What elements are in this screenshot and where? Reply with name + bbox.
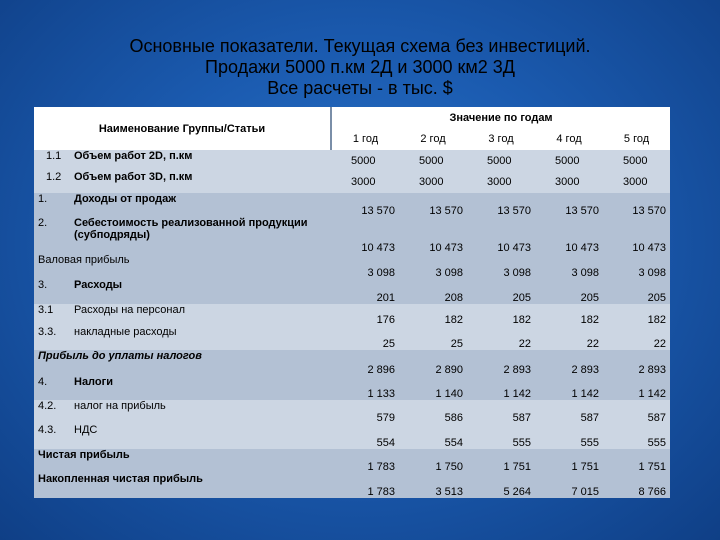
value-cell: 201 <box>331 279 399 304</box>
row-code: 4.3. <box>34 424 70 449</box>
value-cell: 2 890 <box>399 350 467 376</box>
value-cell: 13 570 <box>399 193 467 217</box>
row-code: 1.1 <box>34 150 70 171</box>
value-cell: 10 473 <box>467 217 535 254</box>
value-cell: 5000 <box>467 150 535 171</box>
value-cell: 10 473 <box>603 217 670 254</box>
table-row <box>34 376 670 400</box>
year-header: 2 год <box>420 133 446 145</box>
indicators-table <box>34 107 670 498</box>
title-line-3: Все расчеты - в тыс. $ <box>267 78 453 98</box>
values-group-header: Значение по годам <box>449 111 553 124</box>
value-cell: 10 473 <box>399 217 467 254</box>
value-cell: 3 098 <box>535 254 603 279</box>
value-cell: 7 015 <box>535 473 603 498</box>
value-cell: 205 <box>535 279 603 304</box>
value-cell: 1 142 <box>467 376 535 400</box>
value-cell: 8 766 <box>603 473 670 498</box>
table-row <box>34 171 670 193</box>
value-cell: 205 <box>467 279 535 304</box>
value-cell: 1 133 <box>331 376 399 400</box>
row-code: 3.3. <box>34 326 70 350</box>
value-cell: 587 <box>603 400 670 424</box>
row-label: НДС <box>70 424 331 449</box>
value-cell: 1 751 <box>603 449 670 473</box>
value-cell: 2 893 <box>603 350 670 376</box>
value-cell: 5000 <box>399 150 467 171</box>
table-row <box>34 150 670 171</box>
value-cell: 25 <box>399 326 467 350</box>
table-row <box>34 254 670 279</box>
value-cell: 5 264 <box>467 473 535 498</box>
value-cell: 2 893 <box>467 350 535 376</box>
value-cell: 13 570 <box>535 193 603 217</box>
row-label: Прибыль до уплаты налогов <box>34 350 331 376</box>
table-row <box>34 449 670 473</box>
row-label: Расходы на персонал <box>70 304 331 326</box>
title-line-2: Продажи 5000 п.км 2Д и 3000 км2 3Д <box>205 57 515 77</box>
row-label: налог на прибыль <box>70 400 331 424</box>
value-cell: 3 098 <box>467 254 535 279</box>
value-cell: 554 <box>331 424 399 449</box>
row-code: 1. <box>34 193 70 217</box>
value-cell: 1 783 <box>331 473 399 498</box>
table-body <box>34 150 670 498</box>
row-label: Валовая прибыль <box>34 254 331 279</box>
year-header: 4 год <box>556 133 582 145</box>
value-cell: 5000 <box>535 150 603 171</box>
value-cell: 3000 <box>603 171 670 193</box>
value-cell: 1 142 <box>603 376 670 400</box>
value-cell: 22 <box>467 326 535 350</box>
row-label: Объем работ 2D, п.км <box>70 150 331 171</box>
value-cell: 182 <box>603 304 670 326</box>
value-cell: 554 <box>399 424 467 449</box>
name-column-header: Наименование Группы/Статьи <box>34 107 331 150</box>
value-cell: 3 098 <box>399 254 467 279</box>
table-row <box>34 193 670 217</box>
value-cell: 10 473 <box>331 217 399 254</box>
value-cell: 22 <box>535 326 603 350</box>
value-cell: 208 <box>399 279 467 304</box>
value-cell: 3000 <box>331 171 399 193</box>
value-cell: 587 <box>467 400 535 424</box>
table-row <box>34 326 670 350</box>
value-cell: 587 <box>535 400 603 424</box>
year-header: 3 год <box>488 133 514 145</box>
value-cell: 182 <box>399 304 467 326</box>
value-cell: 1 751 <box>535 449 603 473</box>
table-row <box>34 350 670 376</box>
value-cell: 1 783 <box>331 449 399 473</box>
value-cell: 1 140 <box>399 376 467 400</box>
value-cell: 1 751 <box>467 449 535 473</box>
value-cell: 3000 <box>467 171 535 193</box>
row-code: 4.2. <box>34 400 70 424</box>
value-cell: 13 570 <box>331 193 399 217</box>
value-cell: 13 570 <box>467 193 535 217</box>
table-row <box>34 424 670 449</box>
row-label: Доходы от продаж <box>70 193 331 217</box>
value-cell: 25 <box>331 326 399 350</box>
value-cell: 5000 <box>603 150 670 171</box>
year-header: 5 год <box>623 133 650 145</box>
value-cell: 3000 <box>399 171 467 193</box>
value-cell: 579 <box>331 400 399 424</box>
value-cell: 555 <box>603 424 670 449</box>
value-cell: 2 896 <box>331 350 399 376</box>
value-cell: 182 <box>535 304 603 326</box>
row-code: 3. <box>34 279 70 304</box>
value-cell: 555 <box>467 424 535 449</box>
title-line-1: Основные показатели. Текущая схема без инвестиций. <box>129 36 591 56</box>
table-row <box>34 217 670 254</box>
value-cell: 3 098 <box>603 254 670 279</box>
value-cell: 13 570 <box>603 193 670 217</box>
table-row <box>34 400 670 424</box>
row-label: Налоги <box>70 376 331 400</box>
row-code: 4. <box>34 376 70 400</box>
row-label: накладные расходы <box>70 326 331 350</box>
row-code: 2. <box>34 217 70 254</box>
row-label: Расходы <box>70 279 331 304</box>
row-code: 3.1 <box>34 304 70 326</box>
value-cell: 3 513 <box>399 473 467 498</box>
value-cell: 10 473 <box>535 217 603 254</box>
row-label: Объем работ 3D, п.км <box>70 171 331 193</box>
row-label: Накопленная чистая прибыль <box>34 473 331 498</box>
table-row <box>34 279 670 304</box>
value-cell: 22 <box>603 326 670 350</box>
row-label: Чистая прибыль <box>34 449 331 473</box>
row-label: Себестоимость реализованной продукции (субподряды) <box>70 217 331 254</box>
value-cell: 1 142 <box>535 376 603 400</box>
row-code: 1.2 <box>34 171 70 193</box>
value-cell: 205 <box>603 279 670 304</box>
value-cell: 3000 <box>535 171 603 193</box>
value-cell: 176 <box>331 304 399 326</box>
value-cell: 182 <box>467 304 535 326</box>
value-cell: 2 893 <box>535 350 603 376</box>
year-header: 1 год <box>352 133 379 145</box>
value-cell: 3 098 <box>331 254 399 279</box>
table-row <box>34 473 670 498</box>
value-cell: 586 <box>399 400 467 424</box>
value-cell: 1 750 <box>399 449 467 473</box>
value-cell: 5000 <box>331 150 399 171</box>
table-row <box>34 304 670 326</box>
value-cell: 555 <box>535 424 603 449</box>
slide-title <box>0 36 720 99</box>
